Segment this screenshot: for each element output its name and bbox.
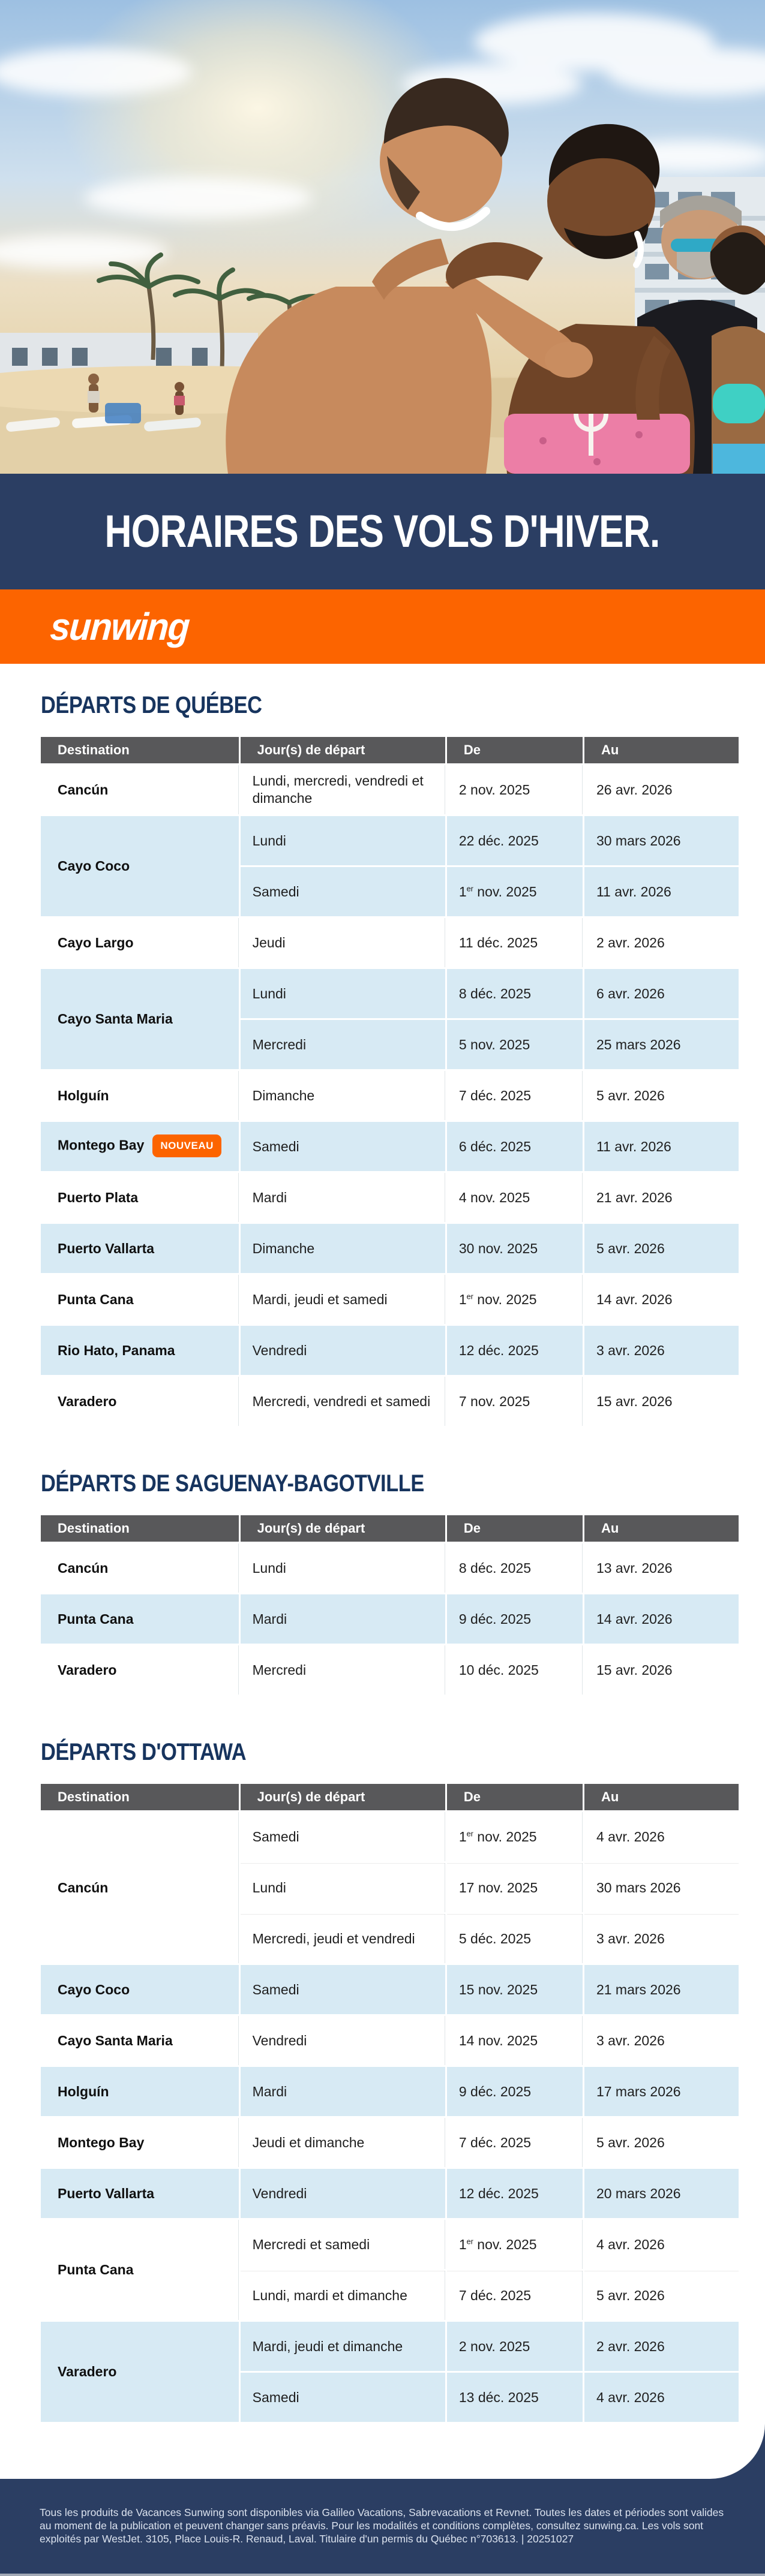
- to-date-cell: 30 mars 2026: [584, 1863, 739, 1914]
- destination-name: Rio Hato, Panama: [58, 1342, 175, 1358]
- destination-name: Cancún: [58, 1560, 109, 1576]
- from-date-cell: 15 nov. 2025: [447, 1965, 584, 2016]
- departure-days-cell: Dimanche: [241, 1224, 447, 1275]
- section-title-text: DÉPARTS DE QUÉBEC: [41, 692, 262, 718]
- destination-cell: [41, 2067, 241, 2118]
- departure-days-cell: Mercredi: [241, 1020, 447, 1071]
- from-date-cell: 7 nov. 2025: [447, 1377, 584, 1428]
- to-date-cell: 11 avr. 2026: [584, 867, 739, 918]
- to-date-cell: 2 avr. 2026: [584, 918, 739, 969]
- table-row: [41, 2220, 739, 2271]
- departure-days-cell: Lundi: [241, 816, 447, 867]
- destination-name: Cayo Largo: [58, 934, 134, 950]
- departure-section: [41, 1740, 739, 2424]
- table-row: [41, 1071, 739, 1122]
- destination-name: Punta Cana: [58, 1291, 134, 1307]
- to-date-cell: 21 avr. 2026: [584, 1173, 739, 1224]
- departure-section: [41, 693, 739, 1428]
- column-header-destination: Destination: [41, 737, 241, 765]
- destination-name: Cancún: [58, 781, 109, 798]
- from-date-cell: 5 déc. 2025: [447, 1914, 584, 1965]
- destination-name: Cayo Santa Maria: [58, 2032, 173, 2048]
- from-date-cell: 1er nov. 2025: [447, 1812, 584, 1863]
- departure-section: [41, 1471, 739, 1696]
- departure-days-cell: Samedi: [241, 1122, 447, 1173]
- from-date-cell: 1er nov. 2025: [447, 1275, 584, 1326]
- beach-friends-photo-illustration: [0, 0, 765, 474]
- table-row: [41, 1377, 739, 1428]
- destination-name: Varadero: [58, 1662, 117, 1678]
- table-row: [41, 1326, 739, 1377]
- to-date-cell: 26 avr. 2026: [584, 765, 739, 816]
- destination-name: Puerto Vallarta: [58, 1240, 155, 1256]
- to-date-cell: 5 avr. 2026: [584, 1224, 739, 1275]
- destination-name: Cayo Santa Maria: [58, 1011, 173, 1027]
- to-date-cell: 17 mars 2026: [584, 2067, 739, 2118]
- destination-cell: [41, 1275, 241, 1326]
- destination-name: Montego Bay: [58, 1137, 145, 1154]
- destination-cell: [41, 816, 241, 918]
- departure-days-cell: Lundi: [241, 969, 447, 1020]
- departure-days-cell: Samedi: [241, 2373, 447, 2424]
- column-header-to: Au: [584, 737, 739, 765]
- from-date-cell: 1er nov. 2025: [447, 2220, 584, 2271]
- table-row: [41, 1645, 739, 1696]
- destination-cell: [41, 2118, 241, 2169]
- to-date-cell: 4 avr. 2026: [584, 2220, 739, 2271]
- column-header-from: De: [447, 1515, 584, 1543]
- departure-days-cell: Vendredi: [241, 2016, 447, 2067]
- to-date-cell: 14 avr. 2026: [584, 1275, 739, 1326]
- table-row: [41, 2016, 739, 2067]
- to-date-cell: 21 mars 2026: [584, 1965, 739, 2016]
- column-header-days: Jour(s) de départ: [241, 1515, 447, 1543]
- section-title: [41, 1471, 739, 1496]
- to-date-cell: 3 avr. 2026: [584, 1326, 739, 1377]
- page-title: HORAIRES DES VOLS D'HIVER.: [105, 506, 660, 557]
- departure-days-cell: Mardi, jeudi et samedi: [241, 1275, 447, 1326]
- hero-image: [0, 0, 765, 474]
- to-date-cell: 13 avr. 2026: [584, 1543, 739, 1594]
- departure-days-cell: Samedi: [241, 1965, 447, 2016]
- destination-cell: [41, 1326, 241, 1377]
- from-date-cell: 7 déc. 2025: [447, 2118, 584, 2169]
- departure-days-cell: Mercredi, jeudi et vendredi: [241, 1914, 447, 1965]
- departure-days-cell: Samedi: [241, 867, 447, 918]
- table-row: [41, 765, 739, 816]
- destination-cell: [41, 2016, 241, 2067]
- destination-name: Punta Cana: [58, 1611, 134, 1627]
- departure-days-cell: Lundi: [241, 1543, 447, 1594]
- from-date-cell: 4 nov. 2025: [447, 1173, 584, 1224]
- from-date-cell: 9 déc. 2025: [447, 1594, 584, 1645]
- to-date-cell: 14 avr. 2026: [584, 1594, 739, 1645]
- destination-cell: [41, 1224, 241, 1275]
- column-header-days: Jour(s) de départ: [241, 1784, 447, 1812]
- departure-days-cell: Jeudi: [241, 918, 447, 969]
- destination-cell: [41, 1071, 241, 1122]
- from-date-cell: 12 déc. 2025: [447, 2169, 584, 2220]
- table-row: [41, 2169, 739, 2220]
- from-date-cell: 22 déc. 2025: [447, 816, 584, 867]
- table-row: [41, 1173, 739, 1224]
- section-title: [41, 1740, 739, 1765]
- to-date-cell: 5 avr. 2026: [584, 1071, 739, 1122]
- schedule-content: [0, 664, 765, 2479]
- to-date-cell: 15 avr. 2026: [584, 1377, 739, 1428]
- table-row: [41, 1543, 739, 1594]
- table-row: [41, 2118, 739, 2169]
- destination-cell: [41, 1543, 241, 1594]
- departure-days-cell: Mardi: [241, 1173, 447, 1224]
- from-date-cell: 8 déc. 2025: [447, 1543, 584, 1594]
- departure-days-cell: Lundi: [241, 1863, 447, 1914]
- from-date-cell: 8 déc. 2025: [447, 969, 584, 1020]
- tables-container: [41, 693, 739, 2424]
- section-title-text: DÉPARTS DE SAGUENAY-BAGOTVILLE: [41, 1470, 424, 1497]
- destination-cell: [41, 765, 241, 816]
- departure-days-cell: Mardi: [241, 2067, 447, 2118]
- destination-cell: [41, 2322, 241, 2424]
- destination-cell: [41, 1377, 241, 1428]
- to-date-cell: 5 avr. 2026: [584, 2118, 739, 2169]
- destination-name: Puerto Plata: [58, 1189, 139, 1205]
- destination-name: Varadero: [58, 2364, 117, 2380]
- destination-name: Cayo Coco: [58, 1981, 130, 1997]
- from-date-cell: 7 déc. 2025: [447, 1071, 584, 1122]
- brand-band: [0, 589, 765, 664]
- flight-schedule-table: [41, 1784, 739, 2424]
- destination-cell: [41, 1122, 241, 1173]
- destination-cell: [41, 969, 241, 1071]
- column-header-destination: Destination: [41, 1784, 241, 1812]
- to-date-cell: 30 mars 2026: [584, 816, 739, 867]
- destination-cell: [41, 1812, 241, 1965]
- from-date-cell: 14 nov. 2025: [447, 2016, 584, 2067]
- table-row: [41, 816, 739, 867]
- destination-name: Montego Bay: [58, 2134, 145, 2150]
- bottom-divider: [0, 2574, 765, 2576]
- from-date-cell: 1er nov. 2025: [447, 867, 584, 918]
- from-date-cell: 7 déc. 2025: [447, 2271, 584, 2322]
- woman-teal-bikini: [710, 225, 765, 474]
- destination-name: Cancún: [58, 1879, 109, 1895]
- headline-band: [0, 474, 765, 589]
- section-title-text: DÉPARTS D'OTTAWA: [41, 1739, 247, 1765]
- departure-days-cell: Mercredi, vendredi et samedi: [241, 1377, 447, 1428]
- destination-cell: [41, 2169, 241, 2220]
- column-header-destination: Destination: [41, 1515, 241, 1543]
- table-row: [41, 1122, 739, 1173]
- departure-days-cell: Mardi: [241, 1594, 447, 1645]
- to-date-cell: 2 avr. 2026: [584, 2322, 739, 2373]
- column-header-from: De: [447, 737, 584, 765]
- column-header-to: Au: [584, 1784, 739, 1812]
- to-date-cell: 3 avr. 2026: [584, 1914, 739, 1965]
- from-date-cell: 17 nov. 2025: [447, 1863, 584, 1914]
- destination-cell: [41, 2220, 241, 2322]
- section-title: [41, 693, 739, 718]
- to-date-cell: 4 avr. 2026: [584, 1812, 739, 1863]
- table-row: [41, 2067, 739, 2118]
- destination-name: Punta Cana: [58, 2262, 134, 2278]
- departure-days-cell: Vendredi: [241, 1326, 447, 1377]
- destination-cell: [41, 1594, 241, 1645]
- flight-schedule-table: [41, 1515, 739, 1696]
- table-row: [41, 1812, 739, 1863]
- sunwing-logo: sunwing: [49, 605, 191, 648]
- footer: [0, 2479, 765, 2576]
- from-date-cell: 9 déc. 2025: [447, 2067, 584, 2118]
- from-date-cell: 5 nov. 2025: [447, 1020, 584, 1071]
- table-row: [41, 1275, 739, 1326]
- departure-days-cell: Lundi, mardi et dimanche: [241, 2271, 447, 2322]
- from-date-cell: 30 nov. 2025: [447, 1224, 584, 1275]
- destination-name: Holguín: [58, 2083, 109, 2099]
- new-badge: NOUVEAU: [152, 1134, 221, 1157]
- column-header-from: De: [447, 1784, 584, 1812]
- table-row: [41, 918, 739, 969]
- table-row: [41, 1224, 739, 1275]
- destination-cell: [41, 918, 241, 969]
- departure-days-cell: Mardi, jeudi et dimanche: [241, 2322, 447, 2373]
- from-date-cell: 6 déc. 2025: [447, 1122, 584, 1173]
- from-date-cell: 13 déc. 2025: [447, 2373, 584, 2424]
- from-date-cell: 10 déc. 2025: [447, 1645, 584, 1696]
- destination-name: Holguín: [58, 1087, 109, 1103]
- departure-days-cell: Lundi, mercredi, vendredi et dimanche: [241, 765, 447, 816]
- to-date-cell: 5 avr. 2026: [584, 2271, 739, 2322]
- destination-name: Puerto Vallarta: [58, 2185, 155, 2201]
- to-date-cell: 3 avr. 2026: [584, 2016, 739, 2067]
- to-date-cell: 25 mars 2026: [584, 1020, 739, 1071]
- departure-days-cell: Mercredi: [241, 1645, 447, 1696]
- from-date-cell: 12 déc. 2025: [447, 1326, 584, 1377]
- to-date-cell: 15 avr. 2026: [584, 1645, 739, 1696]
- to-date-cell: 6 avr. 2026: [584, 969, 739, 1020]
- column-header-days: Jour(s) de départ: [241, 737, 447, 765]
- destination-cell: [41, 1645, 241, 1696]
- destination-cell: [41, 1173, 241, 1224]
- departure-days-cell: Vendredi: [241, 2169, 447, 2220]
- destination-cell: [41, 1965, 241, 2016]
- departure-days-cell: Jeudi et dimanche: [241, 2118, 447, 2169]
- to-date-cell: 11 avr. 2026: [584, 1122, 739, 1173]
- departure-days-cell: Samedi: [241, 1812, 447, 1863]
- from-date-cell: 11 déc. 2025: [447, 918, 584, 969]
- column-header-to: Au: [584, 1515, 739, 1543]
- to-date-cell: 4 avr. 2026: [584, 2373, 739, 2424]
- legal-text: Tous les produits de Vacances Sunwing sont disponibles via Galileo Vacations, Sabrevacations et Revnet. Toutes les dates et périodes sont valides au moment de la publication et peuvent changer sans préavis. Pour les modalités et conditions complètes, consultez sunwing.ca. Les vols sont exploités par WestJet. 3105, Place Louis-R. Renaud, Laval. Titulaire d'un permis du Québec n°703613. | 20251027: [40, 2506, 724, 2545]
- destination-name: Varadero: [58, 1393, 117, 1409]
- table-row: [41, 1594, 739, 1645]
- table-row: [41, 1965, 739, 2016]
- to-date-cell: 20 mars 2026: [584, 2169, 739, 2220]
- table-row: [41, 2322, 739, 2373]
- flight-schedule-table: [41, 737, 739, 1428]
- table-row: [41, 969, 739, 1020]
- destination-name: Cayo Coco: [58, 858, 130, 874]
- departure-days-cell: Dimanche: [241, 1071, 447, 1122]
- departure-days-cell: Mercredi et samedi: [241, 2220, 447, 2271]
- from-date-cell: 2 nov. 2025: [447, 765, 584, 816]
- from-date-cell: 2 nov. 2025: [447, 2322, 584, 2373]
